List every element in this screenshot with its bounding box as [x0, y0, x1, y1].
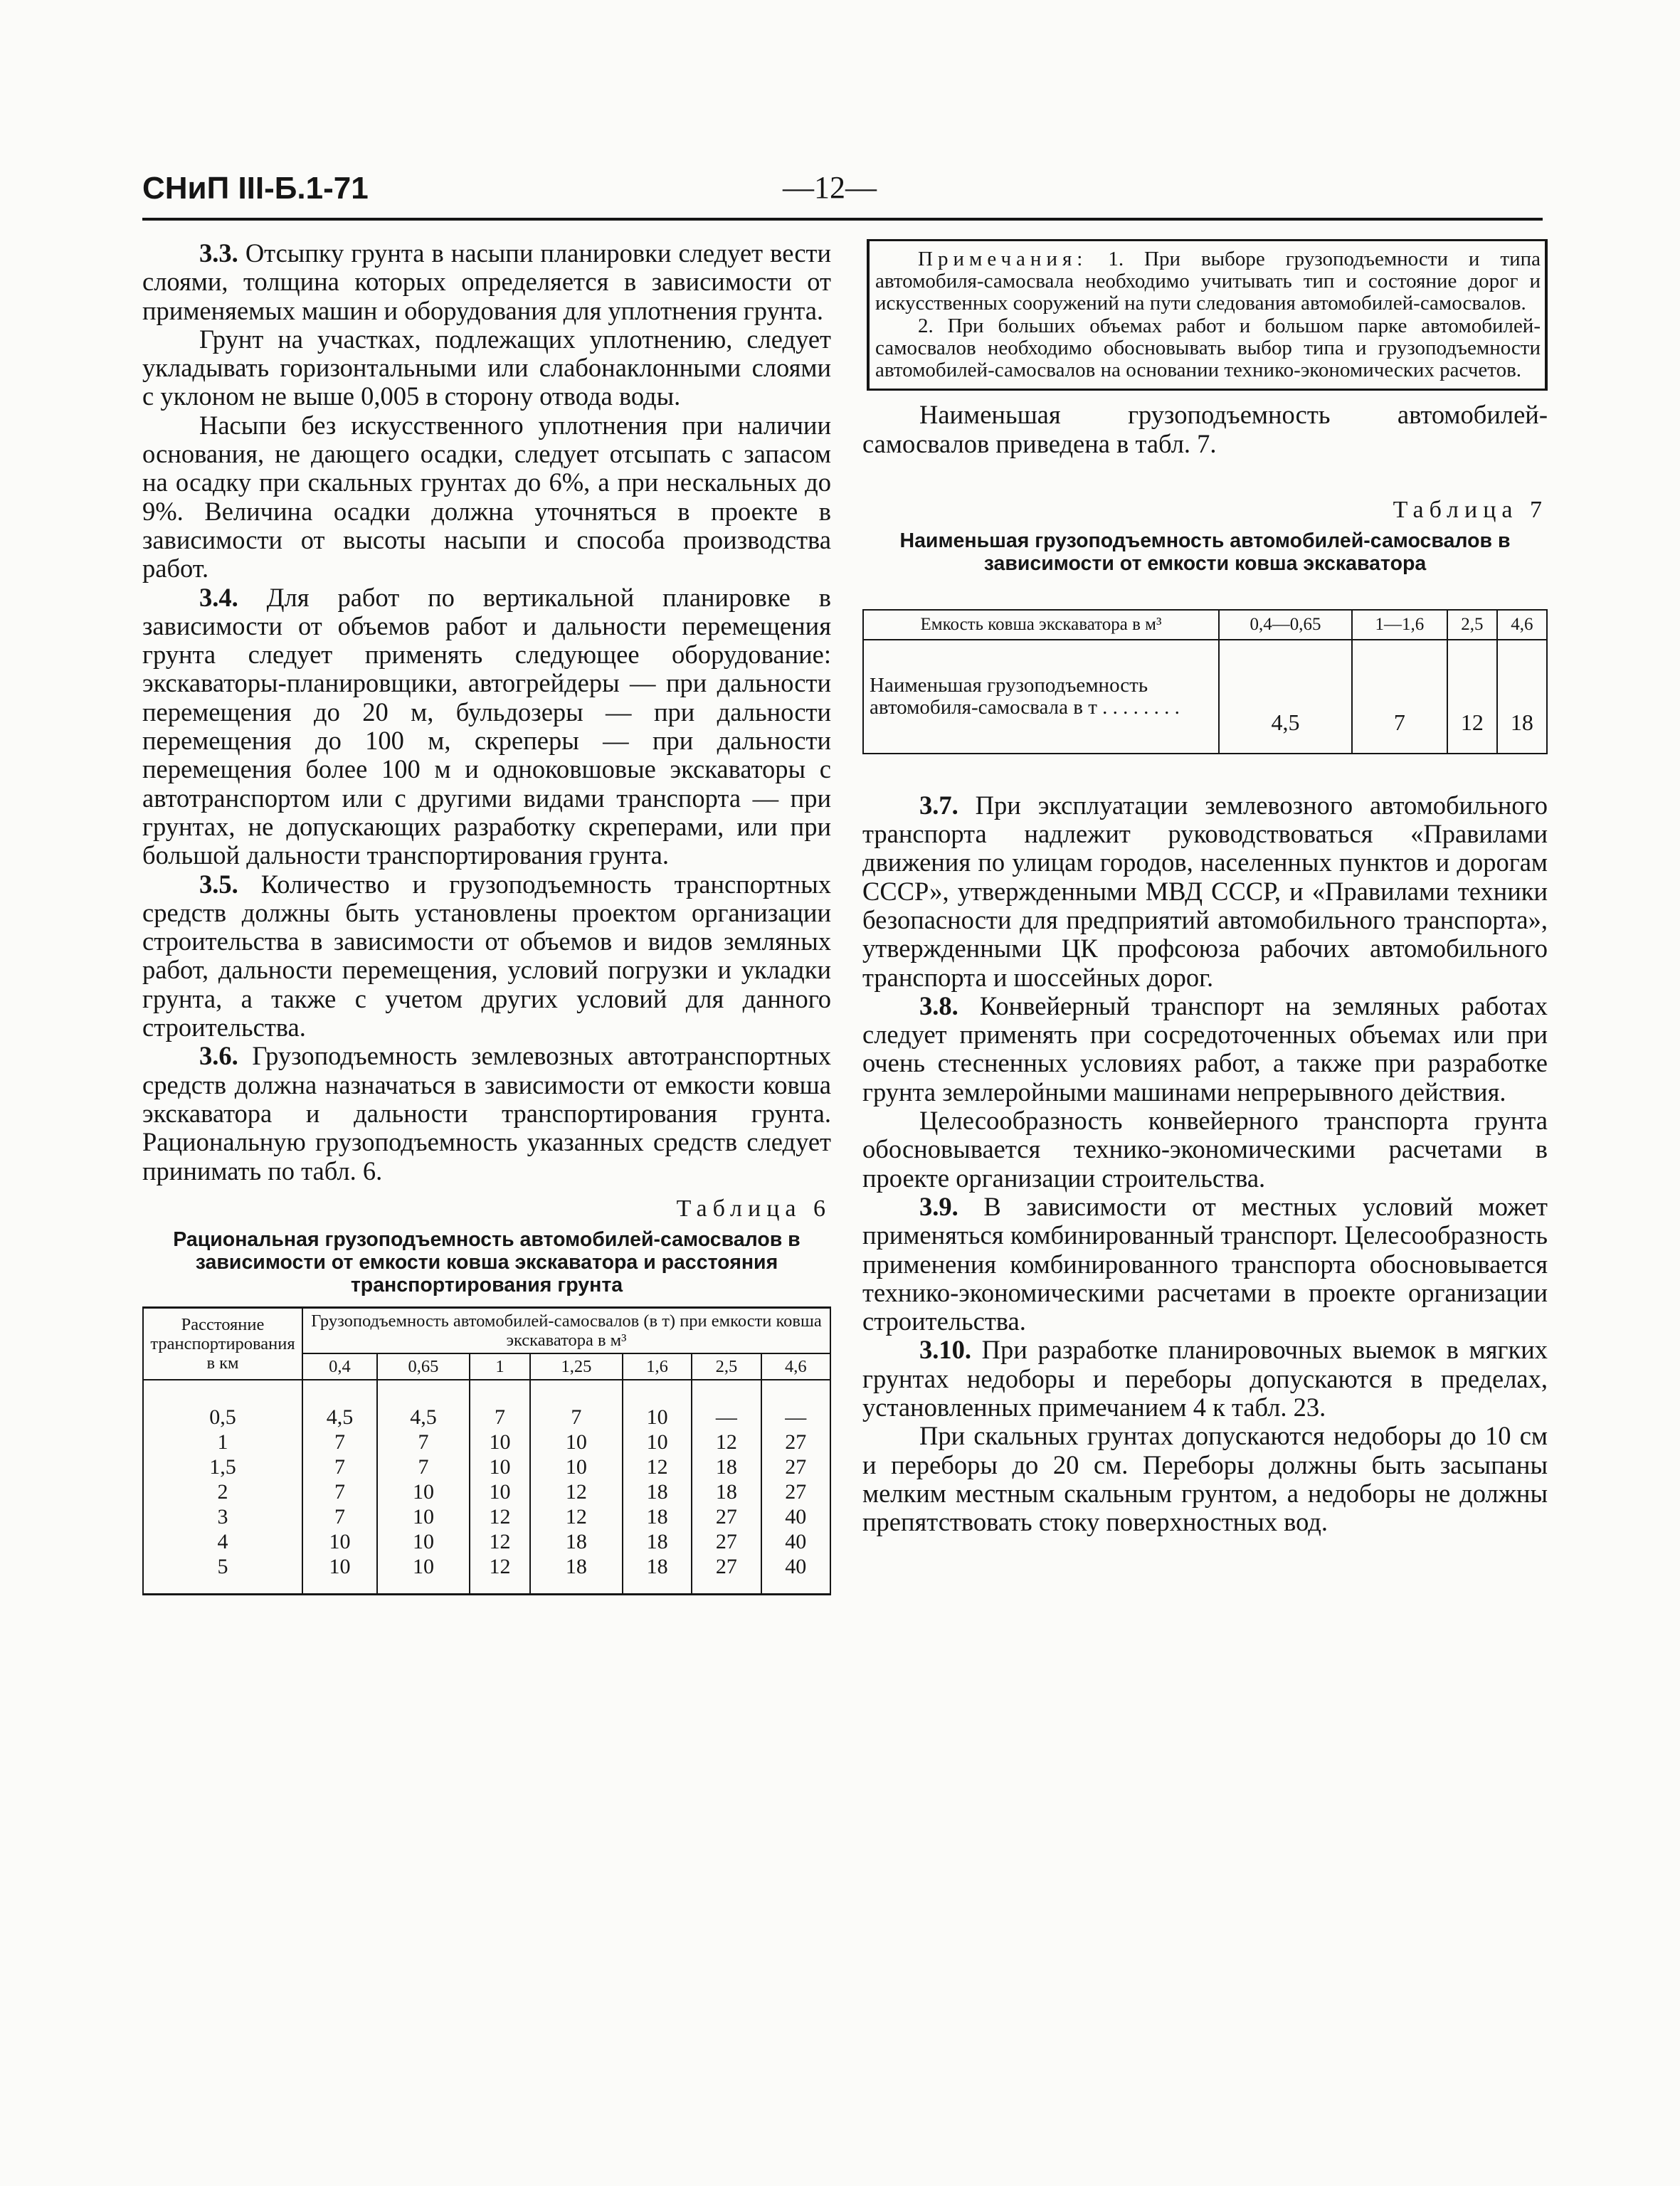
table-7-label: Таблица 7	[1393, 496, 1548, 523]
table-6-value-cell: 7	[302, 1430, 377, 1454]
clause-text: Количество и грузоподъемность транспортных средств должны быть установлены проектом организации строительства в зависимости от объемов и видов земляных работ, дальности перемещения, условий погрузки и укладки грунта, а также с учетом других условий для данного строительства.	[142, 869, 831, 1042]
table-6-col-distance-header: Расстояние транспортирования в км	[143, 1307, 302, 1380]
table-6-value-cell: 12	[470, 1504, 530, 1529]
table-6-value-cell: 10	[470, 1479, 530, 1504]
table-6-capacity-header: 0,4	[302, 1353, 377, 1380]
table-6-distance-cell: 5	[143, 1554, 302, 1595]
paragraph-3-5	[142, 870, 831, 1042]
clause-number: 3.6.	[199, 1041, 238, 1071]
paragraph-3-4	[142, 584, 831, 870]
table-7-value: 4,5	[1219, 640, 1352, 754]
clause-text: Для работ по вертикальной планировке в зависимости от объемов работ и дальности перемещения грунта следует применять следующее оборудование: экскаваторы-планировщики, автогрейдеры — при дальности перемещения до 20 м, бульдозеры — при дальности перемещения до 100 м, скреперы — при дальности перемещения более 100 м и одноковшовые экскаваторы с автотранспортом или с другими видами транспорта — при грунтах, не допускающих разработку скреперами, или при большой дальности транспортирования грунта.	[142, 582, 831, 870]
table-row	[143, 1454, 830, 1479]
table-6-value-cell: 18	[692, 1454, 761, 1479]
clause-text: Грузоподъемность землевозных автотранспортных средств должна назначаться в зависимости от емкости ковша экскаватора и дальности транспортирования грунта. Рациональную грузоподъемность указанных средств следует принимать по табл. 6.	[142, 1041, 831, 1186]
paragraph-3-7	[862, 791, 1548, 992]
notes-lead: Примечания:	[918, 248, 1088, 270]
document-code: СНиП III-Б.1-71	[142, 171, 369, 206]
table-6-group-header: Грузоподъемность автомобилей-самосвалов (в т) при емкости ковша экскаватора в м³	[302, 1307, 830, 1353]
table-6-value-cell: 18	[623, 1479, 692, 1504]
clause-text: Конвейерный транспорт на земляных работах следует применять при сосредоточенных объемах или при очень стесненных условиях работ, а также при разработке грунта землеройными машинами непрерывного действия.	[862, 991, 1548, 1107]
table-6-distance-cell: 4	[143, 1529, 302, 1554]
table-6-value-cell: 7	[302, 1479, 377, 1504]
table-6-distance-cell: 1,5	[143, 1454, 302, 1479]
table-6-capacity-header: 2,5	[692, 1353, 761, 1380]
table-6-value-cell: 12	[530, 1479, 623, 1504]
paragraph-3-6	[142, 1042, 831, 1185]
paragraph-3-8	[862, 992, 1548, 1107]
table-7-value: 18	[1497, 640, 1547, 754]
table-6-value-cell: 7	[302, 1454, 377, 1479]
table-6-value-cell: 10	[623, 1380, 692, 1430]
clause-number: 3.10.	[919, 1335, 971, 1365]
paragraph-fill-settlement: Насыпи без искусственного уплотнения при наличии основания, не дающего осадки, следует отсыпать с запасом на осадку при скальных грунтах до 6%, а при нескальных до 9%. Величина осадки должна уточняться в проекте в зависимости от высоты насыпи и способа производства работ.	[142, 410, 831, 584]
clause-text: В зависимости от местных условий может применяться комбинированный транспорт. Целесообразность применения комбинированного транспорта обосновывается технико-экономическими расчетами в проекте организации строительства.	[862, 1191, 1548, 1336]
table-6-value-cell: 18	[623, 1554, 692, 1595]
table-6-value-cell: 10	[530, 1454, 623, 1479]
right-column	[862, 239, 1548, 1537]
table-6-value-cell: 27	[692, 1504, 761, 1529]
table-6-value-cell: 7	[377, 1454, 470, 1479]
table-6-value-cell: 10	[377, 1529, 470, 1554]
table-6-distance-cell: 2	[143, 1479, 302, 1504]
clause-number: 3.4.	[199, 582, 238, 612]
table-6-capacity-header: 1,25	[530, 1353, 623, 1380]
table-6-value-cell: 12	[623, 1454, 692, 1479]
table-6-value-cell: 12	[470, 1554, 530, 1595]
table-6-value-cell: 10	[377, 1554, 470, 1595]
table-6-value-cell: 10	[470, 1454, 530, 1479]
clause-number: 3.7.	[919, 790, 958, 820]
table-6-title: Рациональная грузоподъемность автомобилей-самосвалов в зависимости от емкости ковша экскаватора и расстояния транспортирования грунта	[173, 1227, 801, 1297]
table-6-value-cell: —	[692, 1380, 761, 1430]
table-6-value-cell: 18	[530, 1529, 623, 1554]
table-7	[862, 609, 1548, 754]
table-7-title: Наименьшая грузоподъемность автомобилей-самосвалов в зависимости от емкости ковша экскаватора	[899, 529, 1511, 575]
table-6-value-cell: 18	[623, 1529, 692, 1554]
table-row	[143, 1380, 830, 1430]
notes-box	[867, 239, 1548, 391]
table-6-value-cell: 10	[302, 1529, 377, 1554]
table-6-value-cell: 27	[761, 1430, 830, 1454]
table-6-value-cell: 7	[302, 1504, 377, 1529]
table-6-capacity-header: 1	[470, 1353, 530, 1380]
table-row	[143, 1529, 830, 1554]
table-7-value: 12	[1447, 640, 1497, 754]
table-row	[143, 1554, 830, 1595]
clause-number: 3.8.	[919, 991, 958, 1020]
table-7-value: 7	[1352, 640, 1447, 754]
table-6-value-cell: 10	[530, 1430, 623, 1454]
table-row	[143, 1430, 830, 1454]
table-7-capacity: 2,5	[1447, 610, 1497, 640]
table-6-value-cell: 7	[530, 1380, 623, 1430]
table-6-value-cell: 27	[761, 1479, 830, 1504]
table-6-value-cell: 10	[470, 1430, 530, 1454]
table-6-distance-cell: 0,5	[143, 1380, 302, 1430]
clause-text: При разработке планировочных выемок в мягких грунтах недоборы и переборы допускаются в пределах, установленных примечанием 4 к табл. 23.	[862, 1335, 1548, 1422]
paragraph-3-10	[862, 1336, 1548, 1422]
table-6-value-cell: 12	[530, 1504, 623, 1529]
table-6-value-cell: 4,5	[302, 1380, 377, 1430]
paragraph-ground-layers: Грунт на участках, подлежащих уплотнению, следует укладывать горизонтальными или слабонаклонными слоями с уклоном не выше 0,005 в сторону отвода воды.	[142, 324, 831, 411]
table-7-header-label: Емкость ковша экскаватора в м³	[863, 610, 1219, 640]
paragraph-min-capacity: Наименьшая грузоподъемность автомобилей-самосвалов приведена в табл. 7.	[862, 400, 1548, 458]
table-6-body	[143, 1380, 830, 1595]
table-6-value-cell: 27	[692, 1529, 761, 1554]
header-rule	[142, 218, 1543, 221]
table-6-label: Таблица 6	[676, 1195, 831, 1222]
clause-number: 3.3.	[199, 238, 238, 268]
clause-text: При эксплуатации землевозного автомобильного транспорта надлежит руководствоваться «Правилами движения по улицам городов, населенных пунктов и дорогам СССР», утвержденными МВД СССР, и «Правилами техники безопасности для предприятий автомобильного транспорта», утвержденными ЦК профсоюза рабочих автомобильного транспорта и шоссейных дорог.	[862, 790, 1548, 992]
note-1	[875, 248, 1541, 315]
clause-number: 3.9.	[919, 1191, 958, 1221]
table-6-value-cell: 7	[377, 1430, 470, 1454]
table-6-value-cell: 12	[692, 1430, 761, 1454]
table-6-value-cell: 10	[377, 1504, 470, 1529]
table-6-capacity-header: 4,6	[761, 1353, 830, 1380]
left-column	[142, 239, 831, 1595]
note-2: 2. При больших объемах работ и большом парке автомобилей-самосвалов необходимо обосновывать выбор типа и грузоподъемности автомобилей-самосвалов на основании технико-экономических расчетов.	[875, 314, 1541, 382]
table-6-value-cell: 10	[302, 1554, 377, 1595]
table-7-capacity: 0,4—0,65	[1219, 610, 1352, 640]
paragraph-conveyor: Целесообразность конвейерного транспорта грунта обосновывается технико-экономическими расчетами в проекте организации строительства.	[862, 1106, 1548, 1193]
table-6-value-cell: 10	[623, 1430, 692, 1454]
table-6-value-cell: 10	[377, 1479, 470, 1504]
paragraph-3-3	[142, 239, 831, 325]
table-7-capacity: 1—1,6	[1352, 610, 1447, 640]
table-6-value-cell: 27	[692, 1554, 761, 1595]
clause-text: Отсыпку грунта в насыпи планировки следует вести слоями, толщина которых определяется в зависимости от применяемых машин и оборудования для уплотнения грунта.	[142, 238, 831, 325]
table-6-value-cell: 7	[470, 1380, 530, 1430]
note-1-text: 1. При выборе грузоподъемности и типа автомобиля-самосвала необходимо учитывать тип и состояние дорог и искусственных сооружений на пути следования автомобилей-самосвалов.	[875, 248, 1541, 315]
table-6-value-cell: 27	[761, 1454, 830, 1479]
table-6-value-cell: 12	[470, 1529, 530, 1554]
table-6-value-cell: 18	[623, 1504, 692, 1529]
table-6-distance-cell: 3	[143, 1504, 302, 1529]
table-6-value-cell: 18	[530, 1554, 623, 1595]
table-6-value-cell: 40	[761, 1529, 830, 1554]
page-number: —12—	[783, 170, 877, 205]
table-6-distance-cell: 1	[143, 1430, 302, 1454]
table-6-value-cell: 18	[692, 1479, 761, 1504]
table-6	[142, 1306, 831, 1595]
paragraph-3-9	[862, 1193, 1548, 1336]
table-6-value-cell: 40	[761, 1554, 830, 1595]
clause-number: 3.5.	[199, 869, 238, 899]
table-7-capacity: 4,6	[1497, 610, 1547, 640]
table-6-value-cell: —	[761, 1380, 830, 1430]
paragraph-rock: При скальных грунтах допускаются недоборы до 10 см и переборы до 20 см. Переборы должны быть засыпаны мелким местным скальным грунтом, а недоборы не должны препятствовать стоку поверхностных вод.	[862, 1421, 1548, 1537]
table-row	[143, 1504, 830, 1529]
table-7-row-label: Наименьшая грузоподъемность автомобиля-самосвала в т . . . . . . . .	[863, 640, 1219, 754]
table-6-capacity-header: 1,6	[623, 1353, 692, 1380]
table-6-capacity-header: 0,65	[377, 1353, 470, 1380]
table-6-value-cell: 40	[761, 1504, 830, 1529]
table-6-value-cell: 4,5	[377, 1380, 470, 1430]
table-row	[143, 1479, 830, 1504]
